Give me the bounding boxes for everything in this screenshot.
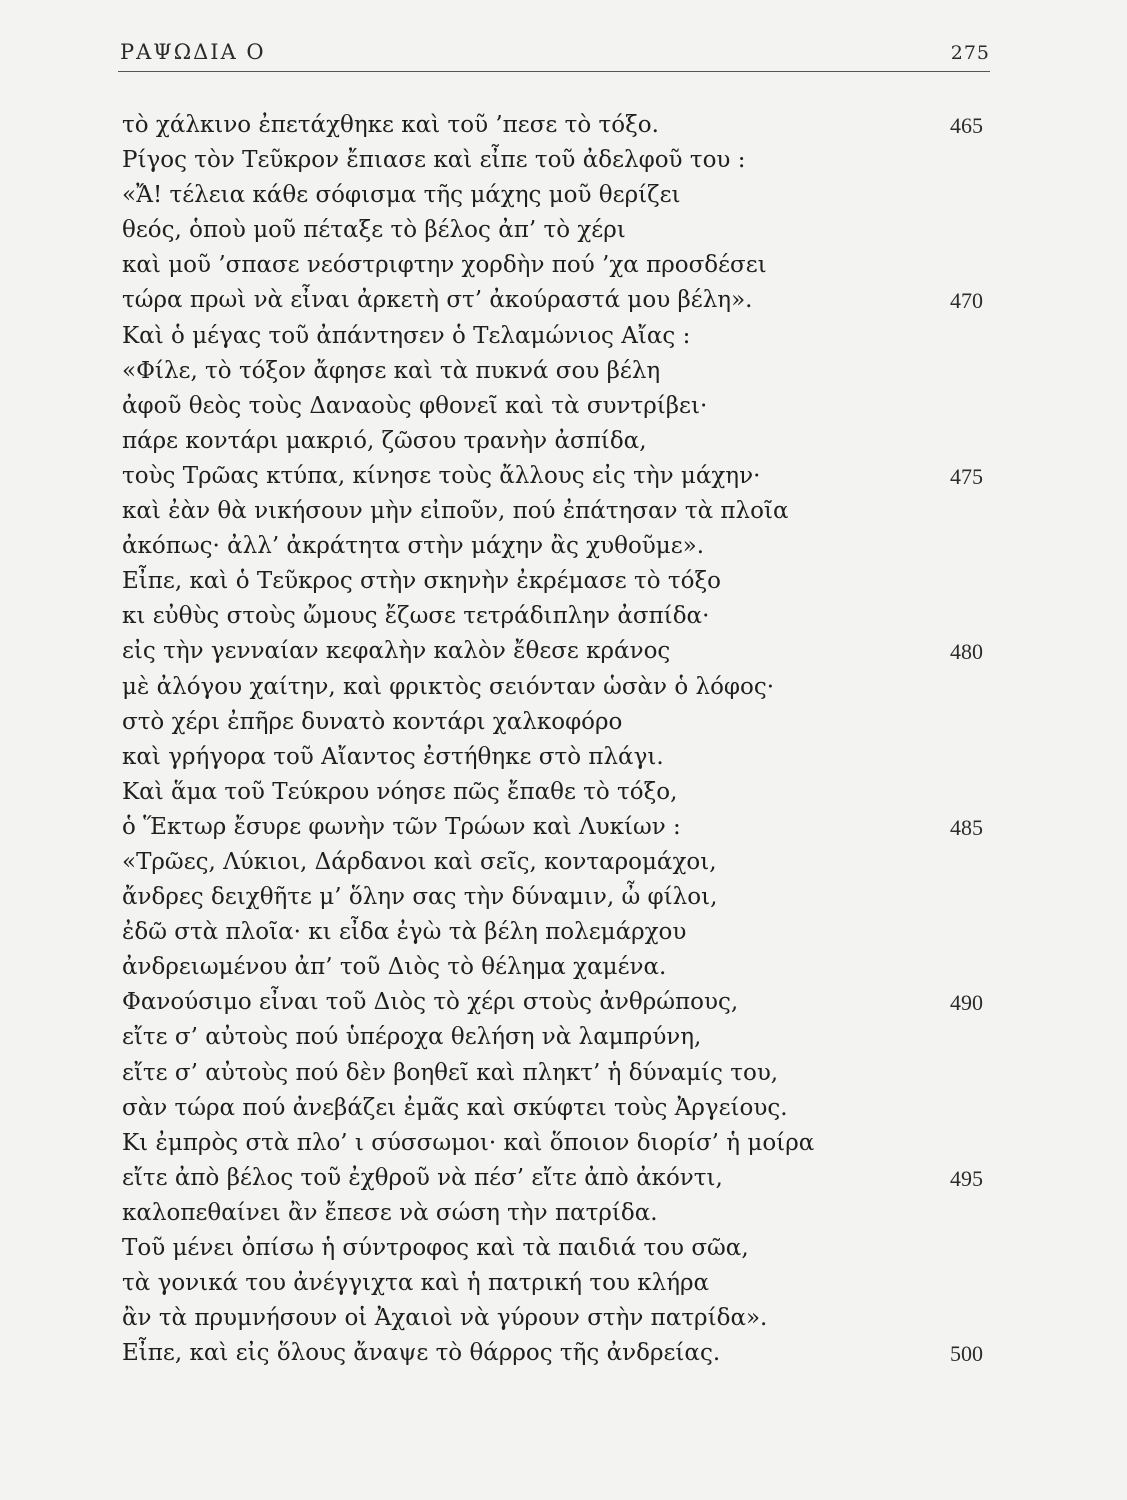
verse-line	[0, 1091, 1127, 1126]
chapter-title: ΡΑΨΩΔΙΑ Ο	[120, 40, 266, 64]
line-number: 490	[950, 990, 983, 1016]
line-number: 475	[950, 463, 983, 489]
verse-line-text: εἴτε ἀπὸ βέλος τοῦ ἐχθροῦ νὰ πέσ’ εἴτε ἀπὸ ἀκόντι,	[122, 1164, 723, 1191]
verse-line	[0, 599, 1127, 634]
verse-line-text: Εἶπε, καὶ ὁ Τεῦκρος στὴν σκηνὴν ἐκρέμασε τὸ τόξο	[122, 568, 721, 595]
verse-line	[0, 1126, 1127, 1161]
verse-line	[0, 494, 1127, 529]
verse-line	[0, 319, 1127, 354]
line-number: 465	[950, 113, 983, 138]
verse-line	[0, 1336, 1127, 1371]
verse-line	[0, 705, 1127, 740]
verse-line-text: καὶ γρήγορα τοῦ Αἴαντος ἐστήθηκε στὸ πλάγι.	[122, 743, 664, 770]
verse-line-text: Εἶπε, καὶ εἰς ὅλους ἄναψε τὸ θάρρος τῆς ἀνδρείας.	[122, 1340, 721, 1367]
verse-line-text: εἴτε σ’ αὐτοὺς πού ὑπέροχα θελήση νὰ λαμπρύνη,	[122, 1024, 702, 1051]
verse-line-text: κι εὐθὺς στοὺς ὤμους ἔζωσε τετράδιπλην ἀσπίδα·	[122, 603, 710, 630]
verse-line	[0, 670, 1127, 705]
verse-line	[0, 354, 1127, 389]
verse-line	[0, 1161, 1127, 1196]
verse-line	[0, 143, 1127, 178]
verse-line-text: Καὶ ὁ μέγας τοῦ ἀπάντησεν ὁ Τελαμώνιος Αἴας :	[122, 322, 691, 349]
verse-line-text: Καὶ ἅμα τοῦ Τεύκρου νόησε πῶς ἔπαθε τὸ τόξο,	[122, 778, 678, 805]
verse-line	[0, 985, 1127, 1020]
line-number: 470	[950, 288, 983, 314]
verse-line	[0, 1231, 1127, 1266]
verse-line-text: ἄνδρες δειχθῆτε μ’ ὅλην σας τὴν δύναμιν, ὦ φίλοι,	[122, 884, 718, 911]
verse-line-text: μὲ ἀλόγου χαίτην, καὶ φρικτὸς σειόνταν ὡσὰν ὁ λόφος·	[122, 673, 775, 700]
verse-line-text: πάρε κοντάρι μακριό, ζῶσου τρανὴν ἀσπίδα,	[122, 427, 647, 454]
verse-line-text: ἀφοῦ θεὸς τοὺς Δαναοὺς φθονεῖ καὶ τὰ συντρίβει·	[122, 392, 708, 419]
line-number: 495	[950, 1165, 983, 1191]
running-head	[120, 40, 990, 72]
page-number: 275	[950, 42, 990, 64]
verse-line-text: καὶ ἐὰν θὰ νικήσουν μὴν εἰποῦν, πού ἐπάτησαν τὰ πλοῖα	[122, 498, 789, 525]
verse-line	[0, 1020, 1127, 1055]
verse-line-text: ὁ Ἕκτωρ ἔσυρε φωνὴν τῶν Τρώων καὶ Λυκίων :	[122, 813, 681, 840]
verse-line	[0, 634, 1127, 669]
verse-line	[0, 389, 1127, 424]
verse-line	[0, 564, 1127, 599]
verse-line-text: σὰν τώρα πού ἀνεβάζει ἐμᾶς καὶ σκύφτει τοὺς Ἀργείους.	[122, 1094, 788, 1121]
verse-line	[0, 108, 1127, 143]
verse-line	[0, 845, 1127, 880]
verse-line-text: ἀκόπως· ἀλλ’ ἀκράτητα στὴν μάχην ἂς χυθοῦμε».	[122, 533, 705, 560]
verse-line-text: Ρίγος τὸν Τεῦκρον ἔπιασε καὶ εἶπε τοῦ ἀδελφοῦ του :	[122, 147, 746, 174]
verse-line-text: στὸ χέρι ἐπῆρε δυνατὸ κοντάρι χαλκοφόρο	[122, 708, 623, 735]
verse-line-text: Κι ἐμπρὸς στὰ πλο’ ι σύσσωμοι· καὶ ὅποιον διορίσ’ ἡ μοίρα	[122, 1129, 815, 1156]
verse-line-text: τοὺς Τρῶας κτύπα, κίνησε τοὺς ἄλλους εἰς τὴν μάχην·	[122, 462, 761, 489]
verse-line-text: τώρα πρωὶ νὰ εἶναι ἀρκετὴ στ’ ἀκούραστά μου βέλη».	[122, 287, 753, 314]
verse-line-text: εἴτε σ’ αὐτοὺς πού δὲν βοηθεῖ καὶ πληκτ’ ἡ δύναμίς του,	[122, 1059, 779, 1086]
header-rule	[118, 71, 990, 72]
verse-line	[0, 1266, 1127, 1301]
verse-line	[0, 740, 1127, 775]
line-number: 480	[950, 639, 983, 665]
verse-line	[0, 1196, 1127, 1231]
verse-line-text: ἂν τὰ πρυμνήσουν οἱ Ἀχαιοὶ νὰ γύρουν στὴν πατρίδα».	[122, 1305, 768, 1332]
verse-line	[0, 810, 1127, 845]
line-number: 500	[950, 1341, 983, 1367]
verse-line-text: καλοπεθαίνει ἂν ἔπεσε νὰ σώση τὴν πατρίδα.	[122, 1199, 658, 1226]
verse-line	[0, 880, 1127, 915]
verse-line-text: τὸ χάλκινο ἐπετάχθηκε καὶ τοῦ ’πεσε τὸ τόξο.	[122, 112, 659, 138]
verse-line-text: «Τρῶες, Λύκιοι, Δάρδανοι καὶ σεῖς, κονταρομάχοι,	[122, 848, 717, 875]
verse-line-text: «Φίλε, τὸ τόξον ἄφησε καὶ τὰ πυκνά σου βέλη	[122, 357, 661, 384]
verse-line-text: εἰς τὴν γενναίαν κεφαλὴν καλὸν ἔθεσε κράνος	[122, 638, 671, 665]
verse-line	[0, 529, 1127, 564]
line-number: 485	[950, 814, 983, 840]
verse-line	[0, 950, 1127, 985]
verse-line	[0, 248, 1127, 283]
verse-line-text: Φανούσιμο εἶναι τοῦ Διὸς τὸ χέρι στοὺς ἀνθρώπους,	[122, 989, 739, 1016]
verse-line	[0, 424, 1127, 459]
verse-line-text: ἀνδρειωμένου ἀπ’ τοῦ Διὸς τὸ θέλημα χαμένα.	[122, 954, 667, 981]
verse-line-text: ἐδῶ στὰ πλοῖα· κι εἶδα ἐγὼ τὰ βέλη πολεμάρχου	[122, 919, 687, 946]
verse-line	[0, 459, 1127, 494]
verse-line	[0, 213, 1127, 248]
verse-line	[0, 775, 1127, 810]
verse-text	[0, 108, 1127, 1371]
verse-line-text: θεός, ὁποὺ μοῦ πέταξε τὸ βέλος ἀπ’ τὸ χέρι	[122, 217, 626, 244]
verse-line-text: Τοῦ μένει ὀπίσω ἡ σύντροφος καὶ τὰ παιδιά του σῶα,	[122, 1235, 749, 1261]
verse-line	[0, 915, 1127, 950]
verse-line-text: καὶ μοῦ ’σπασε νεόστριφτην χορδὴν πού ’χα προσδέσει	[122, 252, 767, 279]
verse-line	[0, 1301, 1127, 1336]
verse-line-text: τὰ γονικά του ἀνέγγιχτα καὶ ἡ πατρική του κλήρα	[122, 1270, 710, 1297]
verse-line	[0, 178, 1127, 213]
verse-line	[0, 1056, 1127, 1091]
verse-line	[0, 283, 1127, 318]
verse-line-text: «Ἄ! τέλεια κάθε σόφισμα τῆς μάχης μοῦ θερίζει	[122, 182, 681, 209]
